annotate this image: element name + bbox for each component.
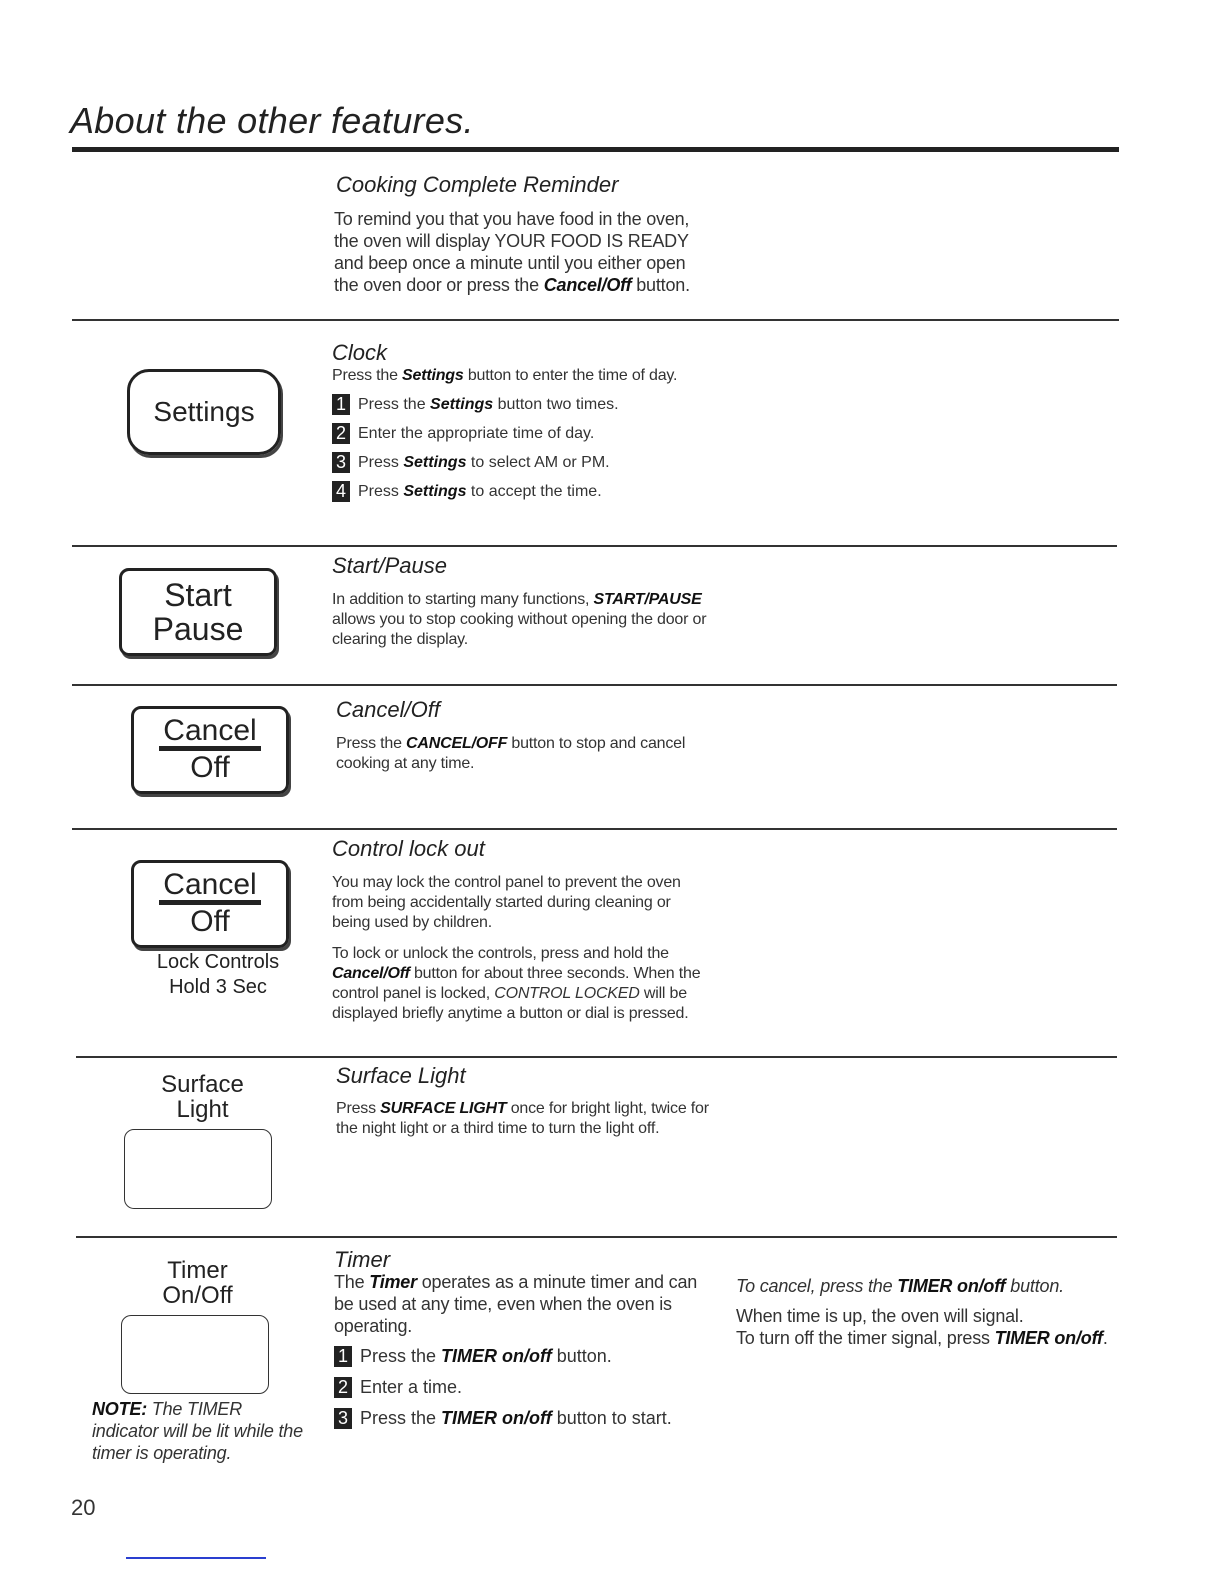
- start-label: Start: [164, 577, 232, 613]
- text-segment: You may lock the control panel to prevent the oven from being accidentally started during cleaning or being used by children.: [332, 874, 681, 931]
- text-segment: button.: [551, 1346, 612, 1366]
- clock-steps: [332, 386, 619, 502]
- step-number-icon: 2: [334, 1377, 352, 1398]
- text-segment: Press the: [332, 367, 403, 384]
- text-segment: Press the: [360, 1408, 442, 1428]
- text-segment: Enter the appropriate time of day.: [358, 424, 595, 442]
- surface-light-body: [336, 1099, 716, 1139]
- bold-term: TIMER on/off: [994, 1328, 1103, 1348]
- start-pause-body: [332, 590, 722, 650]
- text-segment: button.: [1005, 1276, 1064, 1296]
- clock-intro: [332, 366, 752, 386]
- divider: [72, 828, 1117, 830]
- divider: [72, 545, 1117, 547]
- off-label: Off: [190, 904, 230, 938]
- text-segment: button to start.: [551, 1408, 672, 1428]
- text-segment: To cancel, press the: [736, 1276, 898, 1296]
- timer-turnoff-text: [736, 1327, 1136, 1349]
- section-heading-control-lock: Control lock out: [332, 836, 485, 861]
- step-item: [334, 1346, 672, 1367]
- step-text: [358, 483, 602, 501]
- timer-button-illustration: [121, 1315, 269, 1394]
- text-segment: To remind you that you have food in the oven, the oven will display YOUR FOOD IS READY and beep once a minute until you either open the oven door or press the: [334, 209, 690, 295]
- text-segment: Press: [358, 482, 404, 500]
- step-text: [360, 1377, 462, 1398]
- divider: [72, 684, 1117, 686]
- step-number-icon: 4: [332, 481, 350, 502]
- section-heading-cancel-off: Cancel/Off: [336, 697, 440, 722]
- surface-light-button-illustration: [124, 1129, 272, 1209]
- step-item: [332, 481, 619, 502]
- text-segment: CONTROL LOCKED: [494, 985, 640, 1002]
- surface-light-label: [130, 1072, 275, 1122]
- timer-body: [334, 1271, 714, 1337]
- text-segment: In addition to starting many functions,: [332, 591, 594, 608]
- text-segment: To turn off the timer signal, press: [736, 1328, 995, 1348]
- text-segment: button for about three seconds. When the control panel is locked,: [332, 965, 701, 1002]
- settings-label: Settings: [153, 396, 255, 427]
- off-label: Off: [190, 750, 230, 784]
- bold-term: NOTE:: [92, 1399, 147, 1419]
- text-segment: button.: [631, 275, 690, 295]
- bold-term: START/PAUSE: [593, 591, 702, 608]
- lock-caption-line2: Hold 3 Sec: [169, 976, 267, 998]
- cancel-label: Cancel: [159, 870, 260, 905]
- timer-note: [92, 1398, 312, 1464]
- step-text: [358, 425, 594, 443]
- footer-link-line: [126, 1557, 266, 1559]
- timer-label: [125, 1258, 270, 1308]
- section-heading-clock: Clock: [332, 340, 388, 365]
- step-number-icon: 3: [334, 1408, 352, 1429]
- text-segment: Press: [336, 1100, 381, 1117]
- step-item: [332, 423, 619, 444]
- step-number-icon: 2: [332, 423, 350, 444]
- bold-term: Settings: [403, 482, 467, 500]
- step-number-icon: 3: [332, 452, 350, 473]
- text-segment: Press the: [358, 395, 431, 413]
- page-number: 20: [71, 1495, 96, 1520]
- text-segment: once for bright light, twice for the night light or a third time to turn the light off.: [336, 1100, 709, 1137]
- bold-term: TIMER on/off: [441, 1346, 552, 1366]
- text-segment: button two times.: [493, 395, 619, 413]
- text-segment: button to stop and cancel cooking at any time.: [336, 735, 686, 772]
- start-pause-button-illustration: [119, 568, 277, 656]
- divider: [72, 319, 1119, 321]
- step-number-icon: 1: [332, 394, 350, 415]
- page-title: About the other features.: [70, 100, 474, 141]
- text-segment: Press the: [336, 735, 407, 752]
- text-segment: Enter a time.: [360, 1377, 463, 1397]
- lock-caption-line1: Lock Controls: [156, 951, 280, 973]
- cancel-off-button-illustration: [131, 706, 289, 794]
- step-number-icon: 1: [334, 1346, 352, 1367]
- reminder-body: [334, 208, 714, 296]
- lock-body-2: [332, 944, 712, 1024]
- text-segment: The: [334, 1272, 370, 1292]
- bold-term: Timer: [369, 1272, 417, 1292]
- settings-button-illustration: [127, 369, 281, 455]
- bold-term: Cancel/Off: [332, 965, 410, 982]
- section-heading-timer: Timer: [334, 1247, 391, 1272]
- lock-cancel-off-button-illustration: [131, 860, 289, 948]
- bold-term: Cancel/Off: [543, 275, 632, 295]
- text-segment: To lock or unlock the controls, press and hold the: [332, 945, 669, 962]
- text-segment: button to enter the time of day.: [463, 367, 678, 384]
- cancel-label: Cancel: [159, 716, 260, 751]
- surface-label-line2: Light: [176, 1096, 229, 1123]
- pause-label: Pause: [152, 611, 244, 647]
- step-item: [334, 1377, 672, 1398]
- text-segment: The TIMER indicator will be lit while the timer is operating.: [92, 1399, 303, 1463]
- lock-body-1: [332, 873, 712, 933]
- step-text: [360, 1408, 672, 1429]
- lock-caption: [130, 950, 306, 1000]
- text-segment: allows you to stop cooking without opening the door or clearing the display.: [332, 611, 707, 648]
- surface-label-line1: Surface: [161, 1071, 244, 1098]
- step-text: [360, 1346, 612, 1367]
- timer-label-line1: Timer: [167, 1257, 228, 1284]
- text-segment: operates as a minute timer and can be used at any time, even when the oven is operating.: [334, 1272, 698, 1336]
- divider: [76, 1236, 1117, 1238]
- timer-label-line2: On/Off: [162, 1282, 233, 1309]
- bold-term: SURFACE LIGHT: [380, 1100, 507, 1117]
- section-heading-surface-light: Surface Light: [336, 1063, 466, 1088]
- text-segment: to accept the time.: [466, 482, 602, 500]
- cancel-off-body: [336, 734, 706, 774]
- section-heading-reminder: Cooking Complete Reminder: [336, 172, 619, 197]
- bold-term: Settings: [402, 367, 464, 384]
- step-text: [358, 396, 619, 414]
- bold-term: Settings: [430, 395, 494, 413]
- bold-term: TIMER on/off: [897, 1276, 1006, 1296]
- bold-term: CANCEL/OFF: [406, 735, 508, 752]
- step-text: [358, 454, 610, 472]
- text-segment: .: [1102, 1328, 1108, 1348]
- step-item: [332, 452, 619, 473]
- text-segment: When time is up, the oven will signal.: [736, 1306, 1024, 1326]
- timer-signal-text: [736, 1305, 1136, 1327]
- text-segment: to select AM or PM.: [466, 453, 610, 471]
- text-segment: will be displayed briefly anytime a button or dial is pressed.: [332, 985, 689, 1022]
- divider: [76, 1056, 1117, 1058]
- text-segment: Press: [358, 453, 404, 471]
- text-segment: Press the: [360, 1346, 442, 1366]
- bold-term: TIMER on/off: [441, 1408, 552, 1428]
- timer-steps: [334, 1336, 672, 1429]
- title-divider: [72, 147, 1119, 152]
- bold-term: Settings: [403, 453, 467, 471]
- timer-cancel-text: [736, 1275, 1136, 1297]
- step-item: [334, 1408, 672, 1429]
- section-heading-start-pause: Start/Pause: [332, 553, 447, 578]
- step-item: [332, 394, 619, 415]
